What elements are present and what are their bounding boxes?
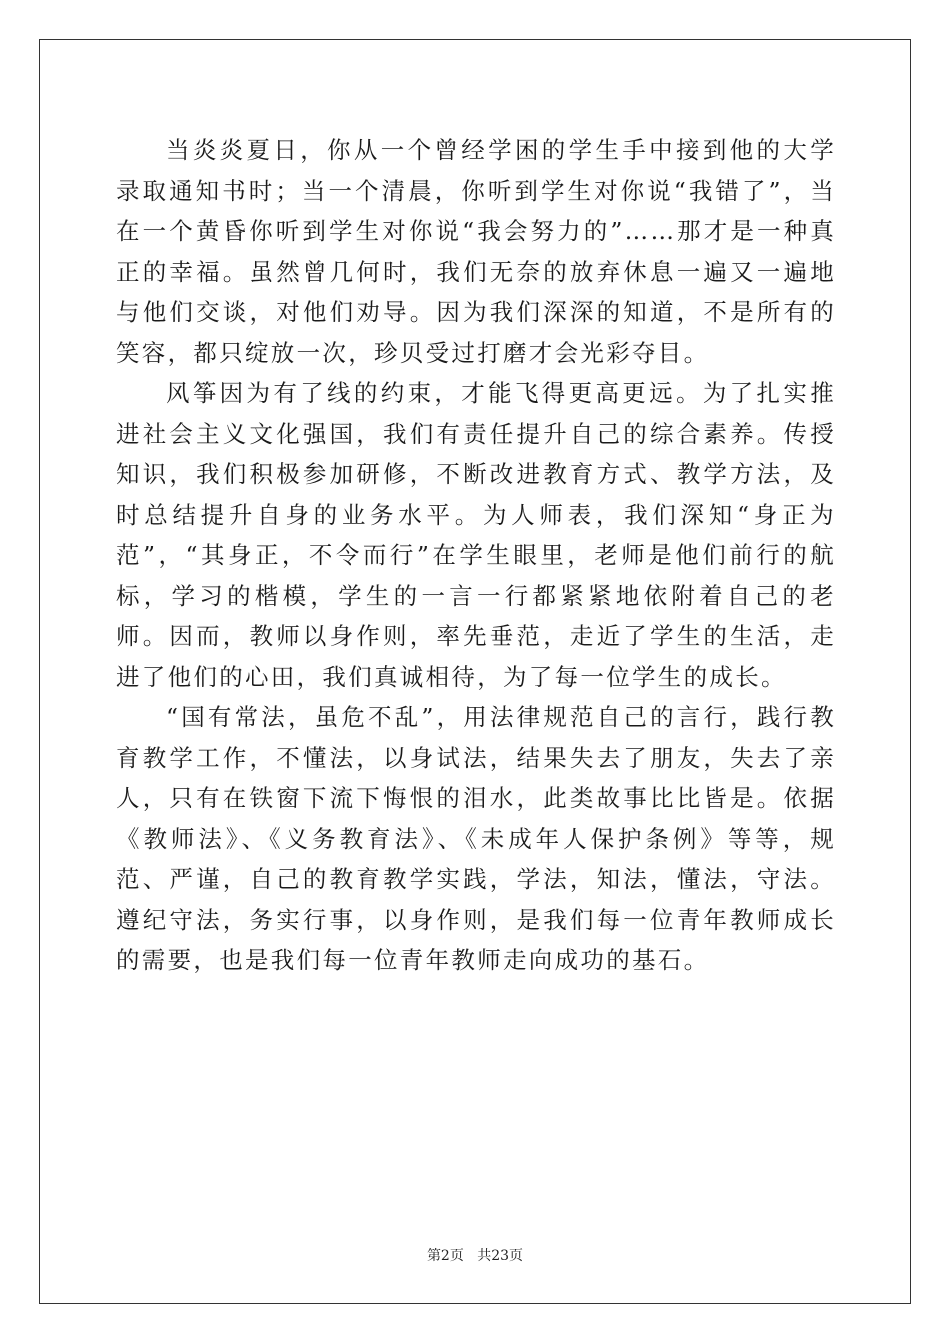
- paragraph-3: “国有常法，虽危不乱”，用法律规范自己的言行，践行教育教学工作，不懂法，以身试法，结果失去了朋友，失去了亲人，只有在铁窗下流下悔恨的泪水，此类故事比比皆是。依据《教师法》、《义务教育法》、《未成年人保护条例》等等，规范、严谨，自己的教育教学实践，学法，知法，懂法，守法。遵纪守法，务实行事，以身作则，是我们每一位青年教师成长的需要，也是我们每一位青年教师走向成功的基石。: [116, 703, 836, 974]
- page-footer: [0, 1246, 950, 1266]
- paragraph-2: 风筝因为有了线的约束，才能飞得更高更远。为了扎实推进社会主义文化强国，我们有责任提升自己的综合素养。传授知识，我们积极参加研修，不断改进教育方式、教学方法，及时总结提升自身的业务水平。为人师表，我们深知“身正为范”，“其身正，不令而行”在学生眼里，老师是他们前行的航标，学习的楷模，学生的一言一行都紧紧地依附着自己的老师。因而，教师以身作则，率先垂范，走近了学生的生活，走进了他们的心田，我们真诚相待，为了每一位学生的成长。: [116, 379, 836, 691]
- page-number: 第2页: [426, 1248, 464, 1264]
- document-body: [116, 130, 836, 981]
- paragraph-1: 当炎炎夏日，你从一个曾经学困的学生手中接到他的大学录取通知书时；当一个清晨，你听到学生对你说“我错了”，当在一个黄昏你听到学生对你说“我会努力的”……那才是一种真正的幸福。虽然曾几何时，我们无奈的放弃休息一遍又一遍地与他们交谈，对他们劝导。因为我们深深的知道，不是所有的笑容，都只绽放一次，珍贝受过打磨才会光彩夺目。: [116, 136, 836, 367]
- page-total: 共23页: [477, 1248, 524, 1264]
